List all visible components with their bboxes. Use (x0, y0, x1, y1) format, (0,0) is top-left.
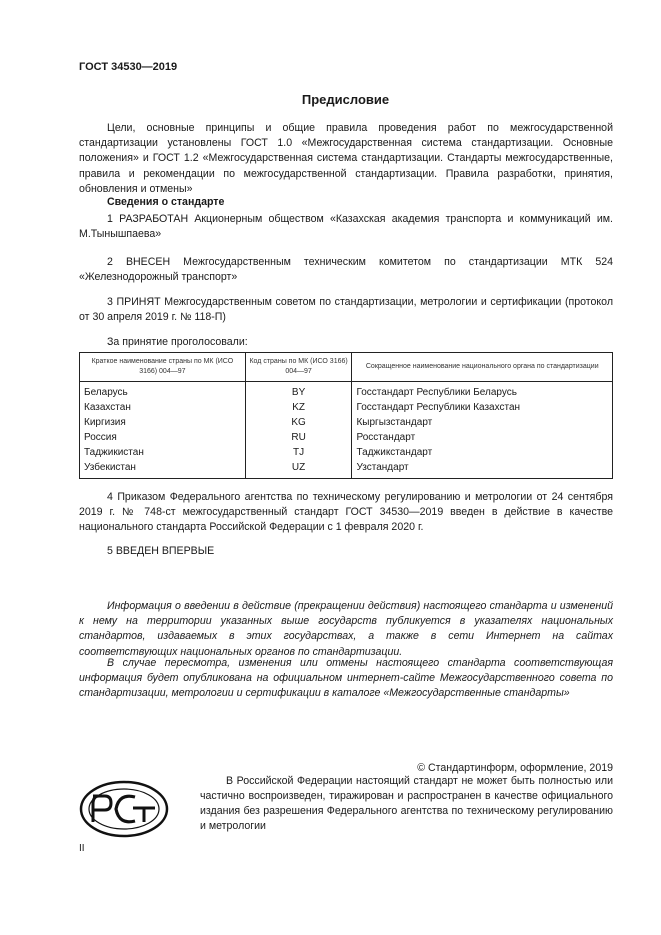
code-cell: UZ (245, 460, 352, 479)
intro-paragraph (79, 121, 613, 197)
country-cell: Казахстан (80, 400, 246, 415)
table-row (80, 445, 613, 460)
country-cell: Таджикистан (80, 445, 246, 460)
item-2-paragraph (79, 255, 613, 285)
section-subheading: Сведения о стандарте (107, 196, 225, 208)
country-cell: Беларусь (80, 382, 246, 401)
item-5-text: 5 ВВЕДЕН ВПЕРВЫЕ (107, 545, 215, 557)
item-2-text: 2 ВНЕСЕН Межгосударственным техническим комитетом по стандартизации МТК 524 «Железнодорожный транспорт» (79, 256, 613, 284)
code-cell: KZ (245, 400, 352, 415)
body-cell: Таджикстандарт (352, 445, 613, 460)
code-cell: KG (245, 415, 352, 430)
table-row (80, 460, 613, 479)
vote-intro: За принятие проголосовали: (107, 336, 248, 348)
notice-text: В Российской Федерации настоящий стандарт не может быть полностью или частично воспроизведен, тиражирован и распространен в качестве официального издания без разрешения Федерального агентства по техническому регулированию и метрологии (200, 775, 613, 832)
body-cell: Госстандарт Республики Беларусь (352, 382, 613, 401)
header-country-code: Код страны по МК (ИСО 3166) 004—97 (245, 353, 352, 382)
page-title: Предисловие (301, 92, 390, 107)
copyright-notice (200, 774, 613, 834)
code-cell: BY (245, 382, 352, 401)
info-text-2: В случае пересмотра, изменения или отмены настоящего стандарта соответствующая информация будет опубликована на официальном интернет-сайте Межгосударственного совета по стандартизации, метрологии и сертификации в каталоге «Межгосударственные стандарты» (79, 657, 613, 700)
body-cell: Узстандарт (352, 460, 613, 479)
item-4-paragraph (79, 490, 613, 536)
table-row (80, 430, 613, 445)
table-header-row (80, 353, 613, 382)
rst-logo-icon (79, 780, 169, 838)
country-cell: Узбекистан (80, 460, 246, 479)
copyright-line: © Стандартинформ, оформление, 2019 (417, 762, 613, 774)
intro-text: Цели, основные принципы и общие правила проведения работ по межгосударственной стандартизации установлены ГОСТ 1.0 «Межгосударственная система стандартизации. Основные положения» и ГОСТ 1.2 «Межгосударственная система стандартизации. Стандарты межгосударственные, правила и рекомендации по межгосударственной стандартизации. Правила разработки, принятия, обновления и отмены» (79, 122, 613, 195)
table-row (80, 400, 613, 415)
code-cell: TJ (245, 445, 352, 460)
table-row (80, 382, 613, 401)
country-cell: Киргизия (80, 415, 246, 430)
voting-table (79, 352, 613, 479)
country-cell: Россия (80, 430, 246, 445)
header-country-name: Краткое наименование страны по МК (ИСО 3166) 004—97 (80, 353, 246, 382)
info-text-1: Информация о введении в действие (прекращении действия) настоящего стандарта и изменений к нему на территории указанных выше государств публикуется в указателях национальных стандартов, издаваемых в этих государствах, а также в сети Интернет на сайтах соответствующих национальных органов по стандартизации. (79, 600, 613, 658)
info-paragraph-2 (79, 656, 613, 702)
table-row (80, 415, 613, 430)
item-3-paragraph (79, 295, 613, 325)
item-3-text: 3 ПРИНЯТ Межгосударственным советом по стандартизации, метрологии и сертификации (протокол от 30 апреля 2019 г. № 118-П) (79, 296, 613, 324)
body-cell: Госстандарт Республики Казахстан (352, 400, 613, 415)
document-code-header: ГОСТ 34530—2019 (79, 61, 178, 73)
item-1-text: 1 РАЗРАБОТАН Акционерным обществом «Казахская академия транспорта и коммуникаций им. М.Тынышпаева» (79, 213, 613, 241)
page-number: II (79, 843, 85, 854)
item-4-text: 4 Приказом Федерального агентства по техническому регулированию и метрологии от 24 сентября 2019 г. № 748-ст межгосударственный стандарт ГОСТ 34530—2019 введен в действие в качестве национального стандарта Российской Федерации с 1 февраля 2020 г. (79, 491, 613, 534)
info-paragraph-1 (79, 599, 613, 660)
item-1-paragraph (79, 212, 613, 242)
header-standards-body: Сокращенное наименование национального органа по стандартизации (352, 353, 613, 382)
code-cell: RU (245, 430, 352, 445)
body-cell: Росстандарт (352, 430, 613, 445)
body-cell: Кыргызстандарт (352, 415, 613, 430)
